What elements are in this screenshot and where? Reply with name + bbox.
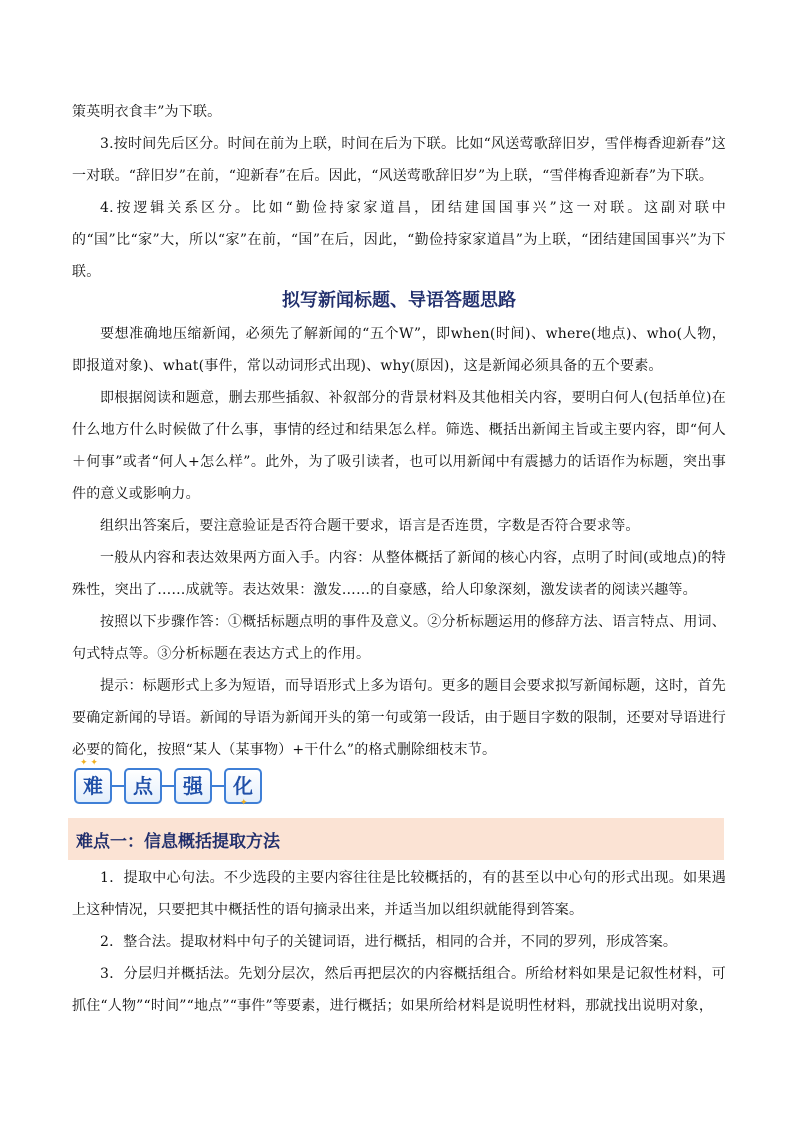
paragraph-content-effect: 一般从内容和表达效果两方面入手。内容：从整体概括了新闻的核心内容，点明了时间(或地点)的特殊性，突出了……成就等。表达效果：激发……的自豪感，给人印象深刻，激发读者的阅读兴趣等。	[72, 550, 726, 598]
paragraph-rule-4: 4.按逻辑关系区分。比如“勤俭持家家道昌，团结建国国事兴”这一对联。这副对联中的“国”比“家”大，所以“家”在前，“国”在后，因此，“勤俭持家家道昌”为上联，“团结建国国事兴”为下联。	[72, 200, 726, 280]
banner-tile: 难	[74, 768, 112, 804]
banner-connector	[212, 785, 224, 789]
section-heading: 拟写新闻标题、导语答题思路	[282, 290, 516, 311]
paragraph-five-w: 要想准确地压缩新闻，必须先了解新闻的“五个W”，即when(时间)、where(地点)、who(人物，即报道对象)、what(事件，常以动词形式出现)、why(原因)，这是新闻必须具备的五个要素。	[72, 326, 726, 374]
sparkle-icon: ✦	[240, 798, 248, 808]
difficulty-title: 难点一：信息概括提取方法	[76, 832, 280, 852]
sparkle-icon: ✦ ✦	[80, 758, 98, 768]
difficulty-banner	[74, 758, 274, 808]
paragraph-rule-3: 3.按时间先后区分。时间在前为上联，时间在后为下联。比如“风送莺歌辞旧岁，雪伴梅香迎新春”这一对联。“辞旧岁”在前，“迎新春”在后。因此，“风送莺歌辞旧岁”为上联，“雪伴梅香迎新春”为下联。	[72, 136, 726, 184]
paragraph-verify-answer: 组织出答案后，要注意验证是否符合题干要求，语言是否连贯，字数是否符合要求等。	[100, 518, 640, 534]
paragraph-continuation: 策英明衣食丰”为下联。	[72, 104, 222, 120]
banner-tile: 强	[174, 768, 212, 804]
paragraph-method-1: 1．提取中心句法。不少选段的主要内容往往是比较概括的，有的甚至以中心句的形式出现。如果遇上这种情况，只要把其中概括性的语句摘录出来，并适当加以组织就能得到答案。	[72, 870, 726, 918]
paragraph-method-3: 3．分层归并概括法。先划分层次，然后再把层次的内容概括组合。所给材料如果是记叙性材料，可抓住“人物”“时间”“地点”“事件”等要素，进行概括；如果所给材料是说明性材料，那就找出说明对象，	[72, 966, 726, 1014]
banner-tile: 点	[124, 768, 162, 804]
paragraph-answer-steps: 按照以下步骤作答：①概括标题点明的事件及意义。②分析标题运用的修辞方法、语言特点、用词、句式特点等。③分析标题在表达方式上的作用。	[72, 614, 726, 662]
paragraph-method-2: 2．整合法。提取材料中句子的关键词语，进行概括，相同的合并，不同的罗列，形成答案。	[100, 934, 678, 950]
paragraph-tip: 提示：标题形式上多为短语，而导语形式上多为语句。更多的题目会要求拟写新闻标题，这时，首先要确定新闻的导语。新闻的导语为新闻开头的第一句或第一段话，由于题目字数的限制，还要对导语进行必要的简化，按照“某人（某事物）+干什么”的格式删除细枝末节。	[72, 678, 726, 758]
difficulty-section-bar	[68, 818, 724, 860]
paragraph-summarize-method: 即根据阅读和题意，删去那些插叙、补叙部分的背景材料及其他相关内容，要明白何人(包括单位)在什么地方什么时候做了什么事，事情的经过和结果怎么样。筛选、概括出新闻主旨或主要内容，即“何人＋何事”或者“何人+怎么样”。此外，为了吸引读者，也可以用新闻中有震撼力的话语作为标题，突出事件的意义或影响力。	[72, 390, 726, 502]
banner-connector	[162, 785, 174, 789]
banner-tile: 化	[224, 768, 262, 804]
banner-connector	[112, 785, 124, 789]
